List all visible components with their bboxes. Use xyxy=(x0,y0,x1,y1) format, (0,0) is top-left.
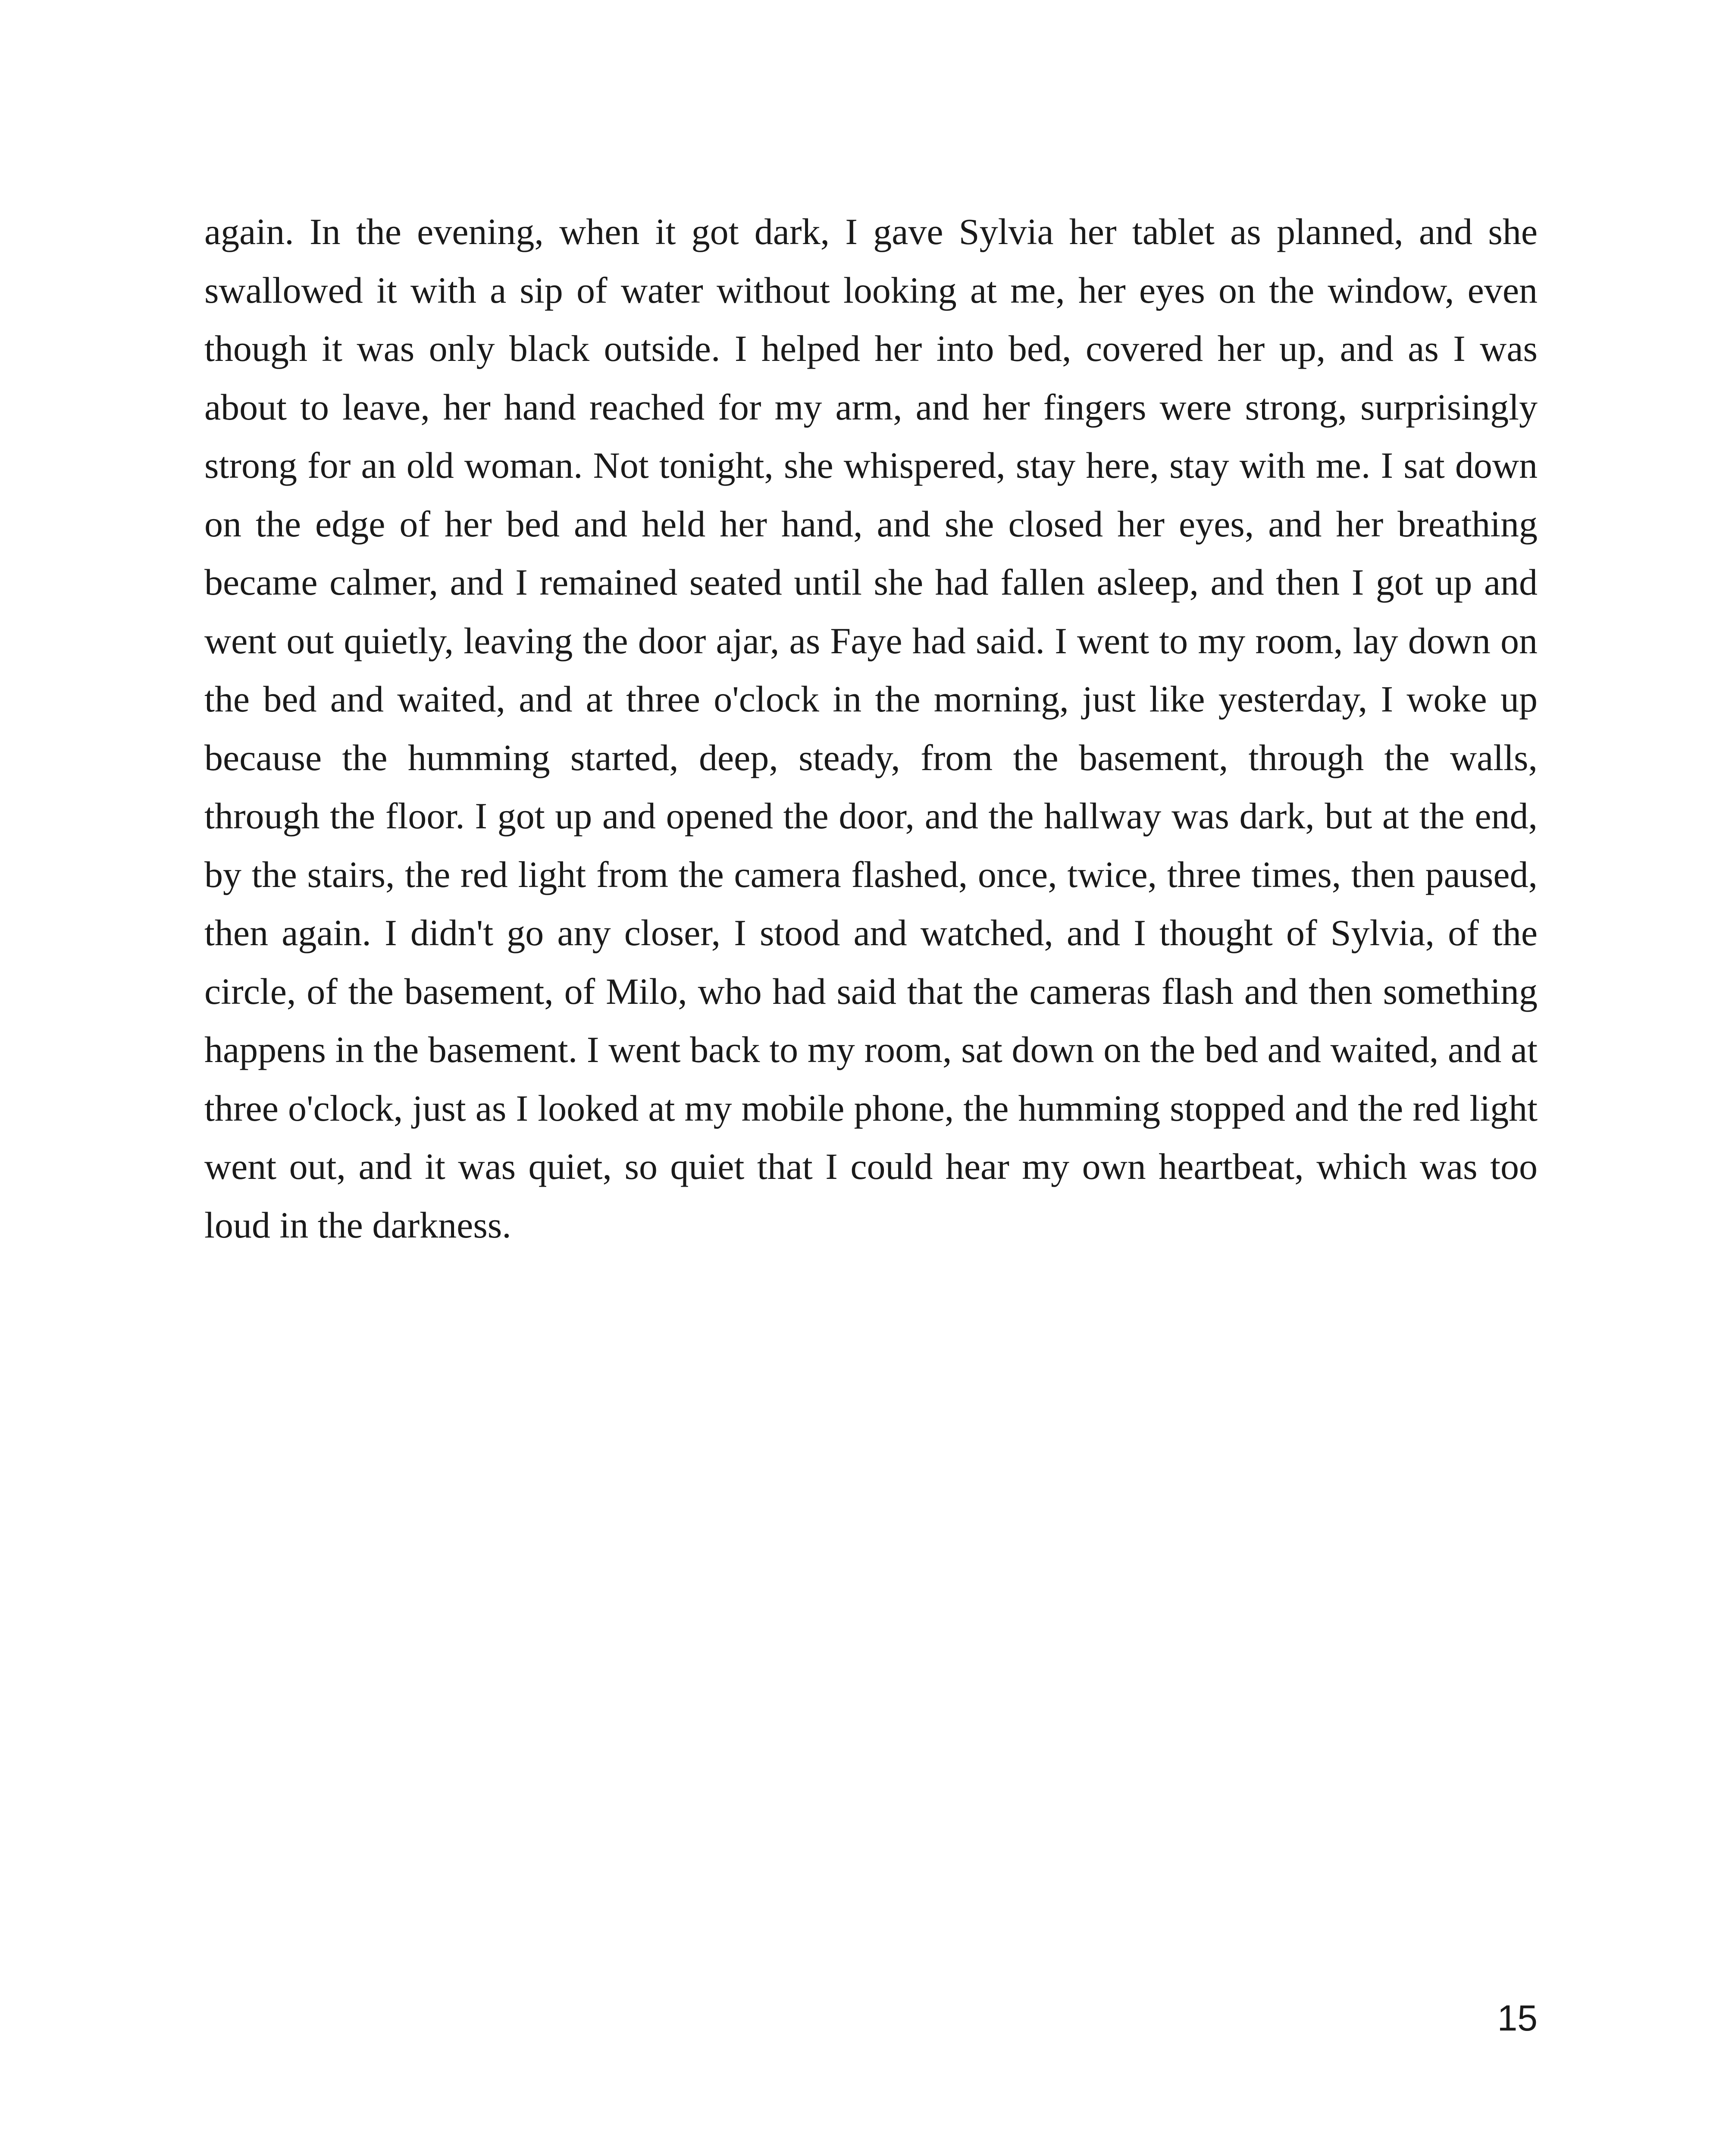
page-number: 15 xyxy=(1497,1998,1538,2038)
body-paragraph: again. In the evening, when it got dark, I gave Sylvia her tablet as planned, and she swallowed it with a sip of water without looking at me, her eyes on the window, even though it was only black outside. I helped her into bed, covered her up, and as I was about to leave, her hand reached for my arm, and her fingers were strong, surprisingly strong for an old woman. Not tonight, she whispered, stay here, stay with me. I sat down on the edge of her bed and held her hand, and she closed her eyes, and her breathing became calmer, and I remained seated until she had fallen asleep, and then I got up and went out quietly, leaving the door ajar, as Faye had said. I went to my room, lay down on the bed and waited, and at three o'clock in the morning, just like yesterday, I woke up because the humming started, deep, steady, from the basement, through the walls, through the floor. I got up and opened the door, and the hallway was dark, but at the end, by the stairs, the red light from the camera flashed, once, twice, three times, then paused, then again. I didn't go any closer, I stood and watched, and I thought of Sylvia, of the circle, of the basement, of Milo, who had said that the cameras flash and then something happens in the basement. I went back to my room, sat down on the bed and waited, and at three o'clock, just as I looked at my mobile phone, the humming stopped and the red light went out, and it was quiet, so quiet that I could hear my own heartbeat, which was too loud in the darkness. xyxy=(204,211,1538,1246)
